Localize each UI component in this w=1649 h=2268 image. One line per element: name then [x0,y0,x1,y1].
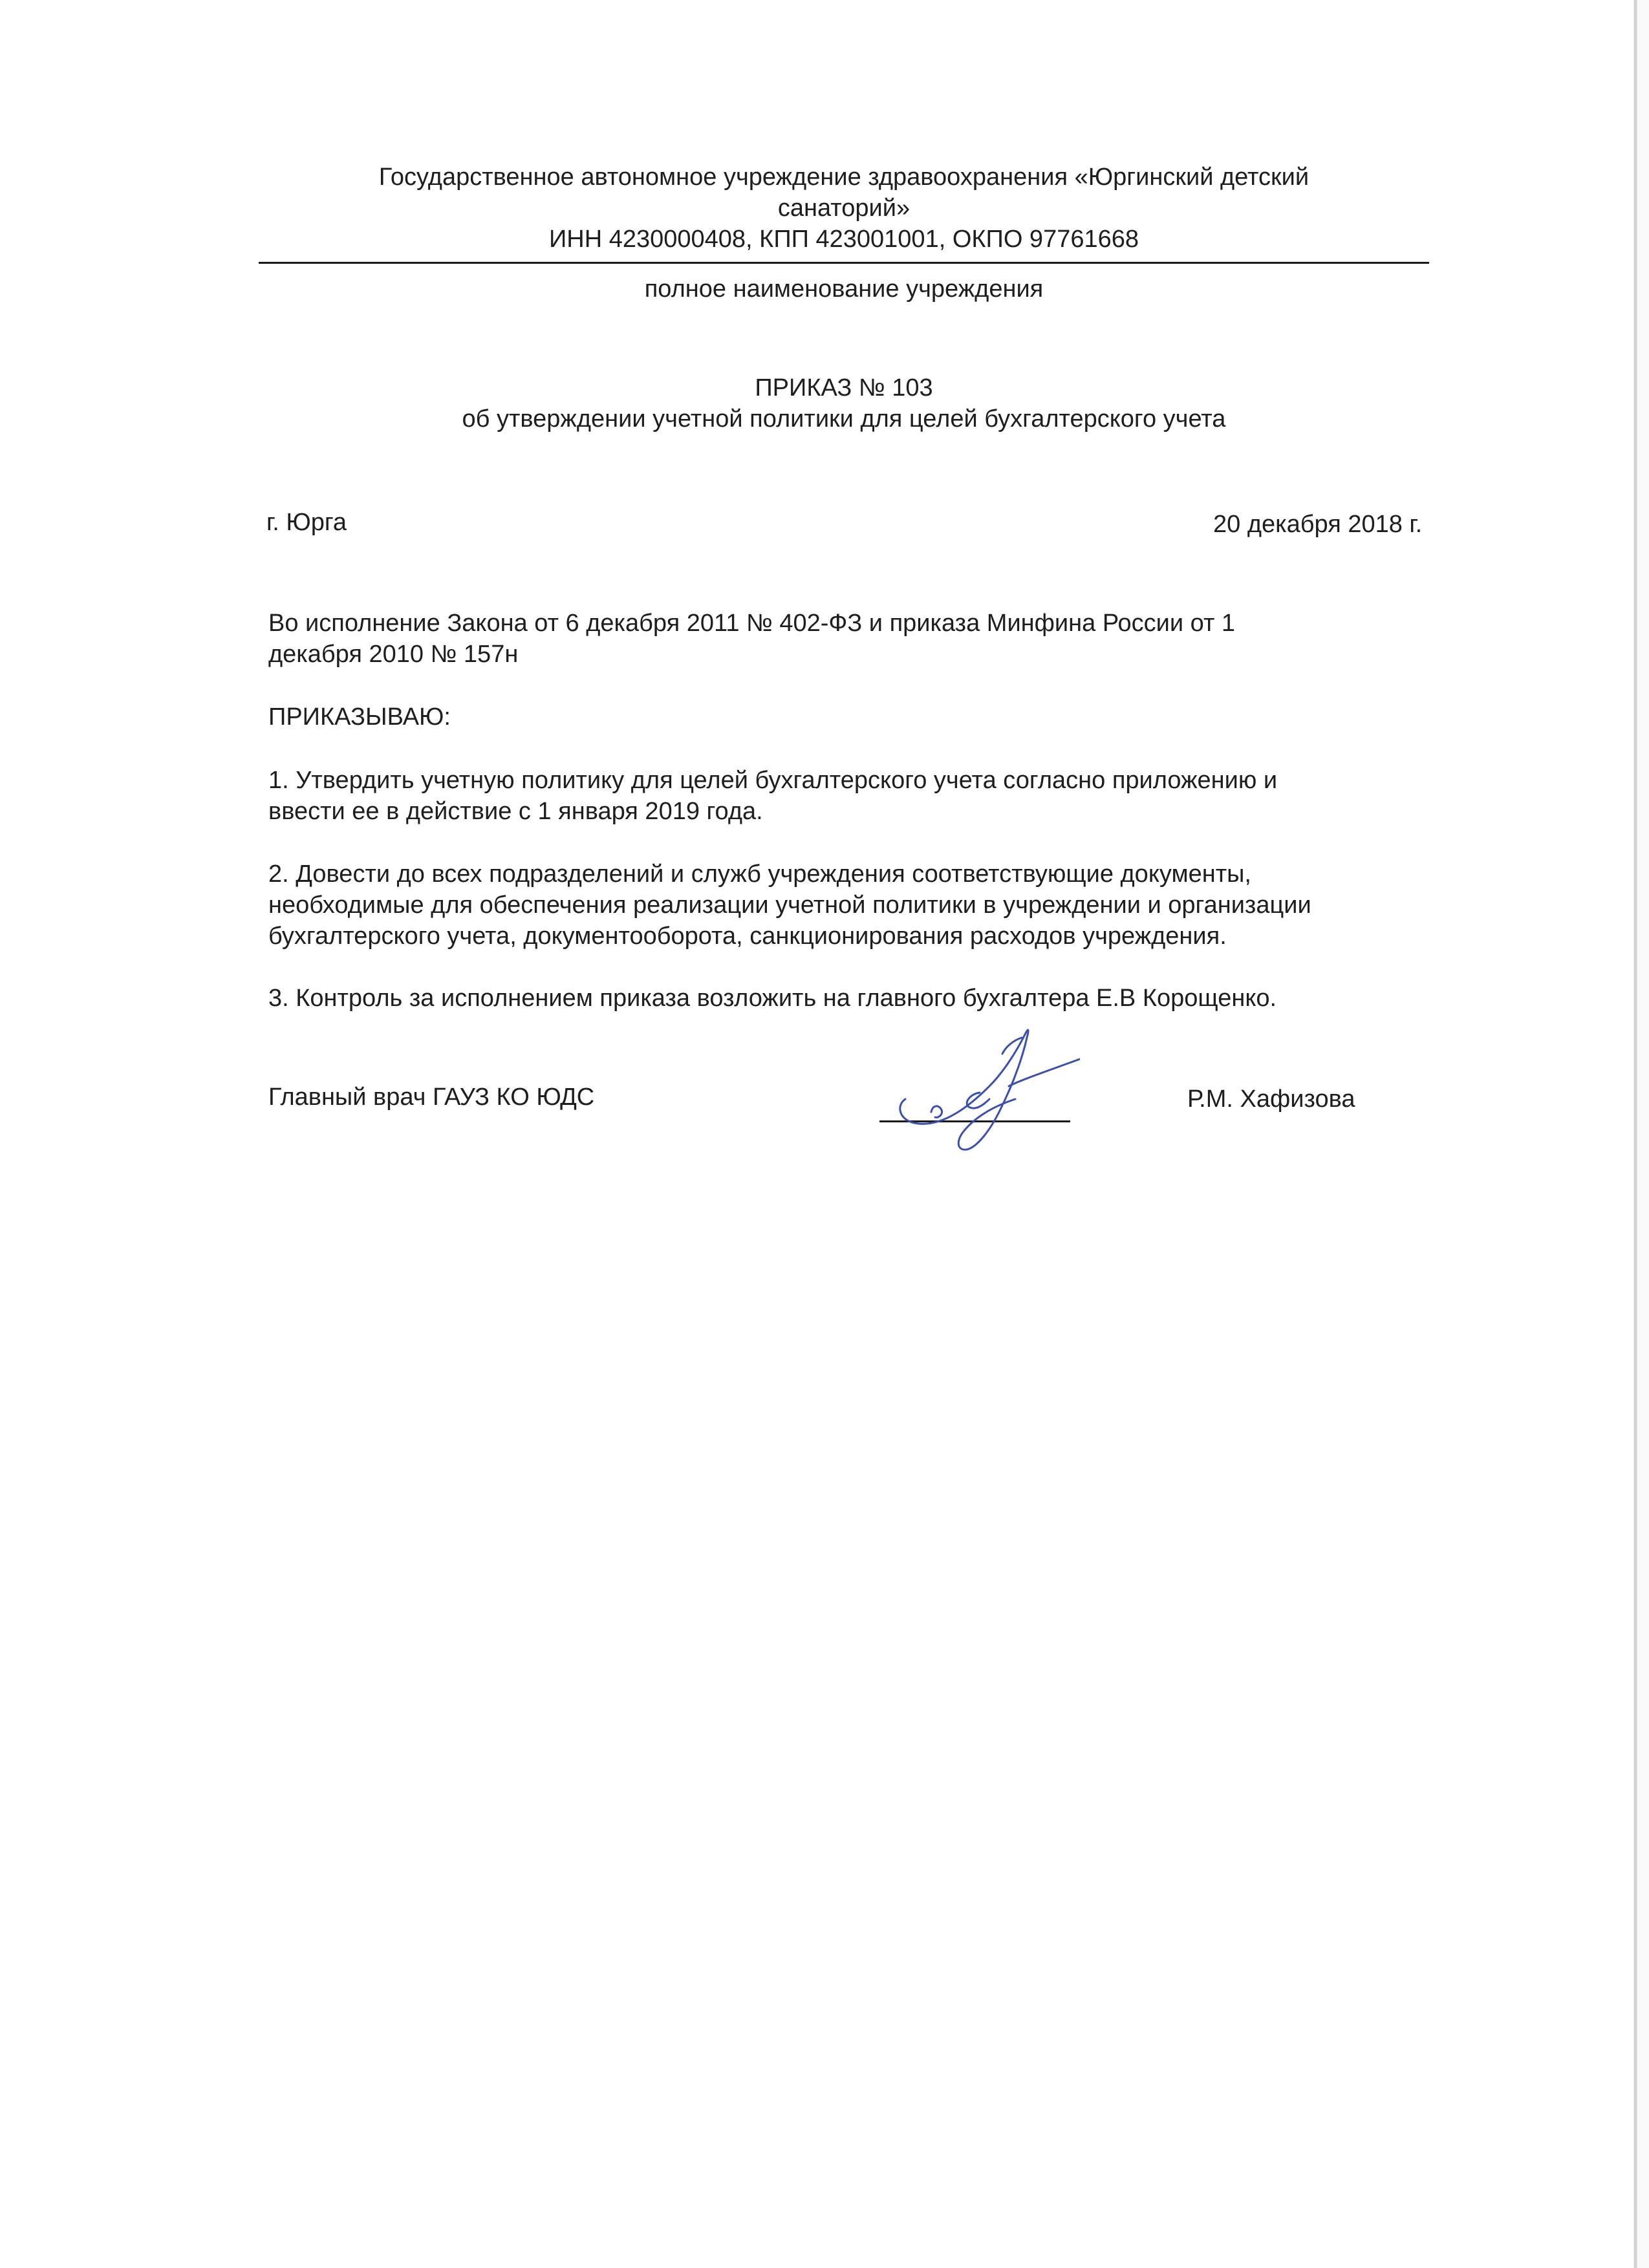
order-item-1-line2: ввести ее в действие с 1 января 2019 года. [268,798,763,825]
order-item-2-line3: бухгалтерского учета, документооборота, санкционирования расходов учреждения. [268,923,1227,950]
header-underline [259,262,1429,264]
preamble-line2: декабря 2010 № 157н [268,641,519,668]
institution-name-line2: санаторий» [777,195,911,222]
scan-margin [1637,0,1649,2268]
order-item-2-line1: 2. Довести до всех подразделений и служб учреждения соответствующие документы, [268,861,1251,888]
scan-edge-shadow [1633,0,1637,2268]
order-date: 20 декабря 2018 г. [1213,511,1423,538]
order-item-3 [268,983,1432,1014]
order-title [259,372,1429,434]
order-city: г. Юрга [266,509,347,536]
preamble-line1: Во исполнение Закона от 6 декабря 2011 № 402-ФЗ и приказа Минфина России от 1 [268,610,1236,637]
command-word [268,701,1432,733]
order-item-2 [268,859,1432,952]
preamble [268,608,1432,670]
institution-header [259,162,1429,255]
institution-name-line1: Государственное автономное учреждение здравоохранения «Юргинский детский [378,164,1310,191]
command-text: ПРИКАЗЫВАЮ: [268,703,451,731]
signatory-position: Главный врач ГАУЗ КО ЮДС [268,1084,595,1111]
order-item-1 [268,765,1432,827]
handwritten-signature [892,1009,1080,1170]
institution-caption: полное наименование учреждения [644,275,1044,303]
order-item-1-line1: 1. Утвердить учетную политику для целей бухгалтерского учета согласно приложению и [268,767,1278,794]
order-item-2-line2: необходимые для обеспечения реализации учетной политики в учреждении и организации [268,892,1311,919]
signatory-name: Р.М. Хафизова [1187,1086,1355,1113]
institution-requisites: ИНН 4230000408, КПП 423001001, ОКПО 97761668 [548,226,1139,253]
order-subject: об утверждении учетной политики для целей бухгалтерского учета [462,405,1226,433]
order-number: ПРИКАЗ № 103 [755,374,933,401]
order-item-3-line1: 3. Контроль за исполнением приказа возложить на главного бухгалтера Е.В Корощенко. [268,985,1277,1012]
